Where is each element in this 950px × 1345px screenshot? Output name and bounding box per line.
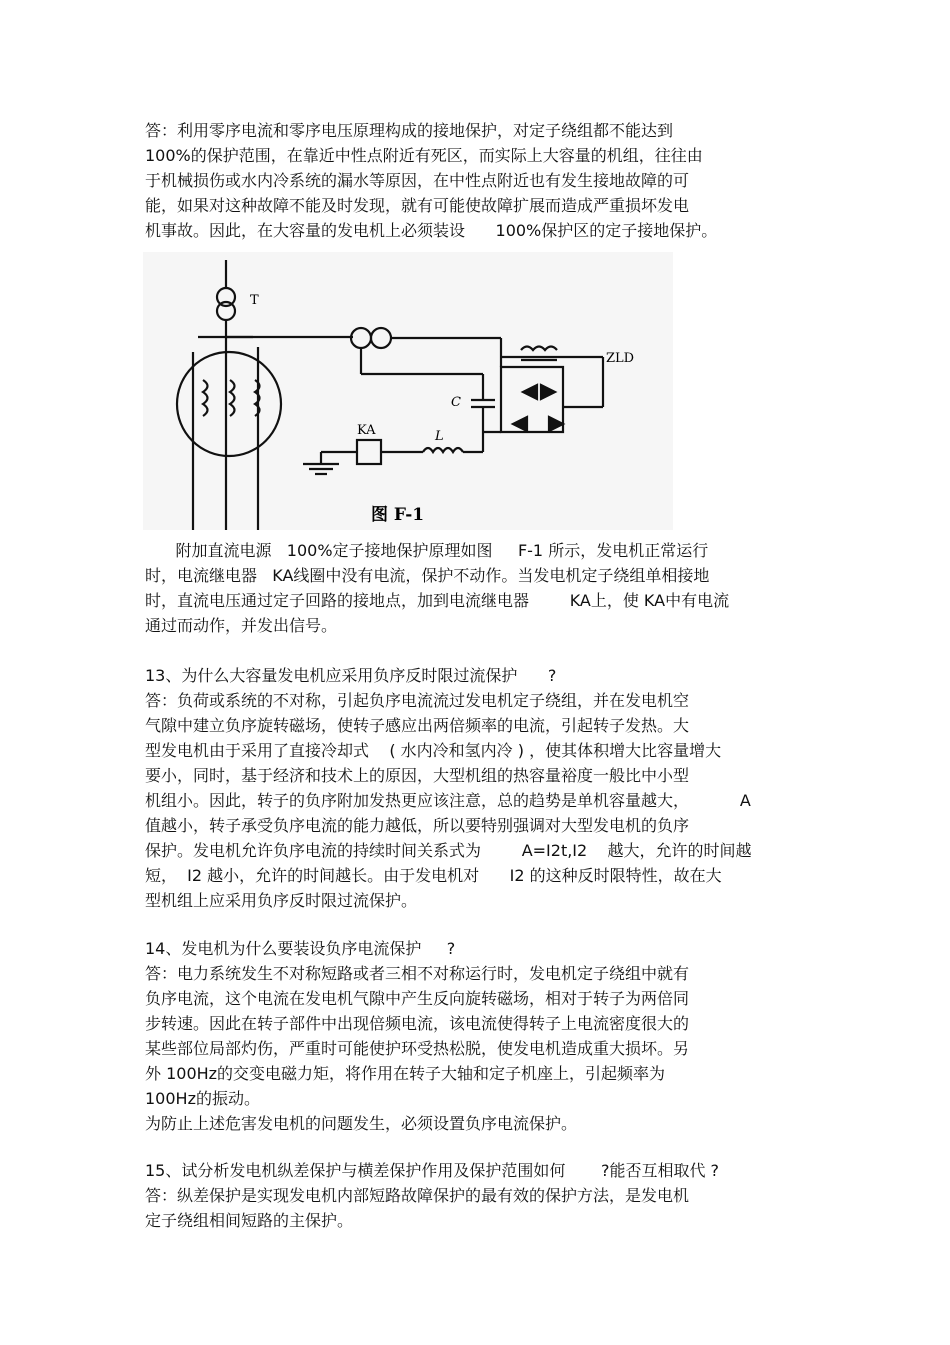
paragraph-line: 机组小。因此，转子的负序附加发热更应该注意，总的趋势是单机容量越大， A	[145, 791, 751, 810]
label-c: C	[451, 395, 461, 410]
paragraph-line: 保护。发电机允许负序电流的持续时间关系式为 A=I2t,I2 越大，允许的时间越	[145, 841, 752, 860]
label-l: L	[435, 429, 444, 444]
paragraph-line: 型发电机由于采用了直接冷却式 ( 水内冷和氢内冷 ) ，使其体积增大比容量增大	[145, 741, 722, 760]
paragraph-line: 要小，同时，基于经济和技术上的原因，大型机组的热容量裕度一般比中小型	[145, 766, 690, 785]
label-ka: KA	[357, 423, 376, 438]
question-heading: 13、为什么大容量发电机应采用负序反时限过流保护 ?	[145, 666, 557, 685]
paragraph-line: 定子绕组相间短路的主保护。	[145, 1211, 354, 1230]
paragraph-line: 机事故。因此，在大容量的发电机上必须装设 100%保护区的定子接地保护。	[145, 221, 718, 240]
question-heading: 14、发电机为什么要装设负序电流保护 ?	[145, 939, 456, 958]
aux-transformer-coil-right	[371, 328, 391, 348]
paragraph-line: 附加直流电源 100%定子接地保护原理如图 F-1 所示，发电机正常运行	[145, 541, 709, 560]
paragraph-line: 能，如果对这种故障不能及时发现，就有可能使故障扩展而造成严重损坏发电	[145, 196, 690, 215]
circuit-diagram-figure	[143, 252, 673, 530]
paragraph-line: 负序电流，这个电流在发电机气隙中产生反向旋转磁场，相对于转子为两倍同	[145, 989, 690, 1008]
paragraph-line: 外 100Hz的交变电磁力矩，将作用在转子大轴和定子机座上，引起频率为	[145, 1064, 666, 1083]
paragraph-line: 答：纵差保护是实现发电机内部短路故障保护的最有效的保护方法，是发电机	[145, 1186, 690, 1205]
paragraph-line: 短， I2 越小，允许的时间越长。由于发电机对 I2 的这种反时限特性，故在大	[145, 866, 722, 885]
figure-caption: 图 F-1	[371, 505, 425, 525]
paragraph-line: 型机组上应采用负序反时限过流保护。	[145, 891, 418, 910]
paragraph-line: 100%的保护范围，在靠近中性点附近有死区，而实际上大容量的机组，往往由	[145, 146, 703, 165]
label-t: T	[250, 293, 259, 308]
paragraph-line: 步转速。因此在转子部件中出现倍频电流，该电流使得转子上电流密度很大的	[145, 1014, 690, 1033]
paragraph-line: 某些部位局部灼伤，严重时可能使护环受热松脱，使发电机造成重大损坏。另	[145, 1039, 690, 1058]
paragraph-line: 气隙中建立负序旋转磁场，使转子感应出两倍频率的电流，引起转子发热。大	[145, 716, 690, 735]
circuit-diagram	[143, 252, 673, 530]
paragraph-line: 时，电流继电器 KA线圈中没有电流，保护不动作。当发电机定子绕组单相接地	[145, 566, 710, 585]
paragraph-line: 值越小，转子承受负序电流的能力越低，所以要特别强调对大型发电机的负序	[145, 816, 690, 835]
transformer-t-coil-lower	[217, 302, 235, 320]
paragraph-line: 答：利用零序电流和零序电压原理构成的接地保护，对定子绕组都不能达到	[145, 121, 674, 140]
label-zld: ZLD	[606, 351, 635, 366]
paragraph-line: 于机械损伤或水内冷系统的漏水等原因，在中性点附近也有发生接地故障的可	[145, 171, 690, 190]
paragraph-line: 答：电力系统发生不对称短路或者三相不对称运行时，发电机定子绕组中就有	[145, 964, 690, 983]
paragraph-line: 100Hz的振动。	[145, 1089, 260, 1108]
ka-relay-coil	[357, 440, 381, 464]
paragraph-line: 答：负荷或系统的不对称，引起负序电流流过发电机定子绕组，并在发电机空	[145, 691, 690, 710]
aux-transformer-coil-left	[351, 328, 371, 348]
paragraph-line: 时，直流电压通过定子回路的接地点，加到电流继电器 KA上，使 KA中有电流	[145, 591, 730, 610]
paragraph-line: 通过而动作，并发出信号。	[145, 616, 338, 635]
paragraph-line: 为防止上述危害发电机的问题发生，必须设置负序电流保护。	[145, 1114, 578, 1133]
question-heading: 15、试分析发电机纵差保护与横差保护作用及保护范围如何 ?能否互相取代 ?	[145, 1161, 720, 1180]
